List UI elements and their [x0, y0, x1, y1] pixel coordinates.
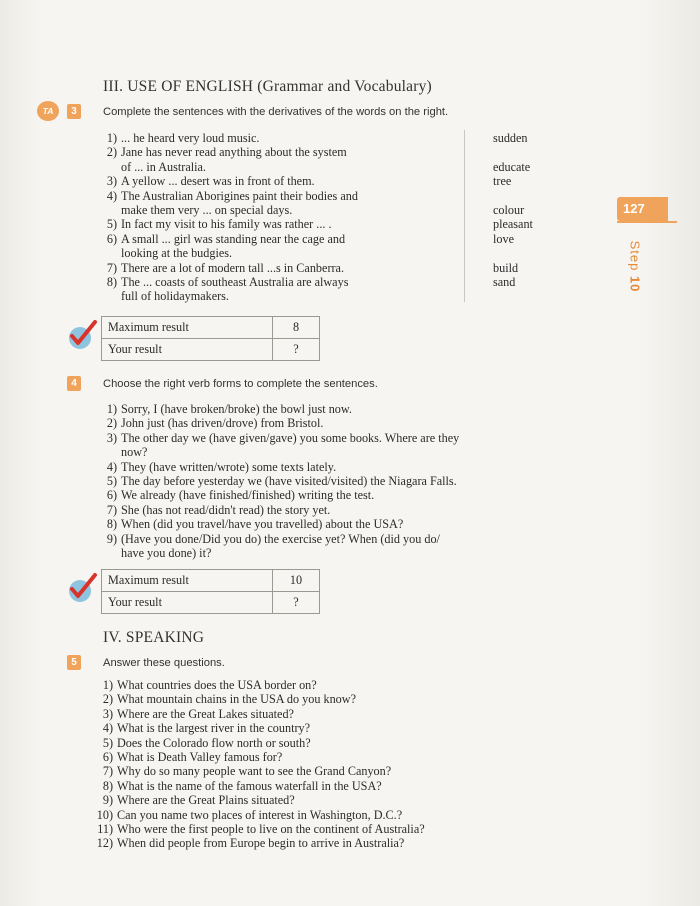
item-number: 7)	[102, 764, 113, 779]
list-item	[96, 707, 294, 721]
page-tab-rule	[617, 221, 677, 223]
exercise-instruction: Complete the sentences with the derivatives of the words on the right.	[103, 106, 449, 118]
list-item	[100, 145, 347, 159]
item-text: looking at the budgies.	[121, 246, 233, 261]
item-number: 9)	[106, 531, 117, 546]
item-text: make them very ... on special days.	[121, 203, 293, 217]
item-number: 1)	[106, 402, 117, 416]
root-word: sand	[493, 275, 516, 289]
item-text: ... he heard very loud music.	[121, 131, 260, 145]
root-word: educate	[493, 159, 531, 174]
exercise-number-badge: 3	[67, 104, 81, 119]
max-result-value: 8	[273, 317, 320, 339]
exercise-instruction: Choose the right verb forms to complete the sentences.	[103, 378, 378, 390]
item-number: 12)	[96, 836, 113, 851]
list-item	[100, 174, 315, 188]
item-text: Jane has never read anything about the system	[121, 145, 347, 160]
item-number: 8)	[106, 517, 117, 532]
list-item	[96, 779, 382, 793]
list-item	[100, 460, 336, 474]
list-item	[100, 246, 232, 260]
item-number: 10)	[96, 807, 113, 822]
item-number: 5)	[106, 474, 117, 488]
list-item	[100, 131, 259, 145]
item-number: 2)	[106, 416, 117, 431]
list-item	[100, 431, 459, 445]
list-item	[96, 836, 404, 850]
max-result-label: Maximum result	[102, 317, 273, 339]
item-text: What mountain chains in the USA do you know?	[117, 692, 356, 707]
item-text: Who were the first people to live on the continent of Australia?	[117, 822, 425, 836]
item-text: What is Death Valley famous for?	[117, 750, 283, 764]
item-text: Where are the Great Lakes situated?	[117, 706, 294, 721]
list-item	[96, 750, 282, 764]
item-text: John just (has driven/drove) from Bristol.	[121, 416, 324, 431]
step-label	[627, 229, 651, 309]
list-item	[100, 160, 206, 174]
list-item	[100, 416, 323, 430]
item-number: 4)	[106, 459, 117, 474]
list-item	[100, 189, 358, 203]
ta-badge: TA	[37, 101, 59, 121]
max-result-label: Maximum result	[102, 570, 273, 592]
list-item	[96, 764, 391, 778]
item-number: 11)	[97, 822, 113, 836]
list-item	[100, 275, 348, 289]
list-item	[100, 445, 147, 459]
list-item	[100, 517, 403, 531]
item-text: In fact my visit to his family was rather ... .	[121, 217, 332, 232]
list-item	[100, 402, 352, 416]
item-number: 2)	[102, 692, 113, 707]
exercise-number-badge: 4	[67, 376, 81, 391]
item-number: 7)	[106, 260, 117, 275]
root-word: tree	[493, 174, 512, 189]
item-text: They (have written/wrote) some texts lately.	[121, 459, 337, 474]
item-number: 8)	[102, 778, 113, 793]
item-text: What is the name of the famous waterfall in the USA?	[117, 778, 382, 793]
item-number: 5)	[102, 735, 113, 750]
item-text: (Have you done/Did you do) the exercise yet? When (did you do/	[121, 531, 440, 546]
item-text: What countries does the USA border on?	[117, 678, 317, 692]
your-result-value[interactable]: ?	[273, 592, 320, 614]
column-divider	[464, 130, 465, 302]
item-number: 5)	[106, 217, 117, 232]
your-result-label: Your result	[102, 339, 273, 361]
item-number: 3)	[102, 706, 113, 721]
item-number: 3)	[106, 174, 117, 189]
list-item	[100, 532, 440, 546]
item-text: A small ... girl was standing near the cage and	[121, 231, 346, 246]
item-text: The other day we (have given/gave) you some books. Where are they	[121, 430, 460, 445]
item-text: The day before yesterday we (have visited/visited) the Niagara Falls.	[121, 474, 457, 488]
list-item	[100, 217, 332, 231]
section-heading-use-of-english: III. USE OF ENGLISH (Grammar and Vocabulary)	[103, 78, 432, 95]
result-table	[101, 316, 320, 361]
root-word: build	[493, 260, 519, 275]
item-number: 7)	[106, 502, 117, 517]
list-item	[100, 474, 457, 488]
root-word: colour	[493, 203, 525, 217]
item-number: 9)	[102, 793, 113, 808]
item-number: 6)	[106, 231, 117, 246]
list-item	[100, 488, 374, 502]
item-text: We already (have finished/finished) writing the test.	[121, 488, 375, 503]
item-number: 1)	[106, 131, 117, 145]
list-item	[96, 793, 295, 807]
item-number: 8)	[106, 275, 117, 289]
item-number: 4)	[102, 721, 113, 736]
item-number: 1)	[102, 678, 113, 692]
item-number: 6)	[106, 488, 117, 503]
item-text: Why do so many people want to see the Grand Canyon?	[117, 764, 392, 779]
section-heading-speaking: IV. SPEAKING	[103, 629, 205, 646]
list-item	[96, 721, 310, 735]
list-item	[100, 261, 344, 275]
your-result-label: Your result	[102, 592, 273, 614]
list-item	[100, 289, 229, 303]
list-item	[100, 503, 330, 517]
item-text: When did people from Europe begin to arrive in Australia?	[117, 836, 405, 851]
item-text: Where are the Great Plains situated?	[117, 793, 295, 808]
list-item	[100, 546, 211, 560]
item-text: When (did you travel/have you travelled) about the USA?	[121, 517, 404, 532]
item-text: Can you name two places of interest in Washington, D.C.?	[117, 807, 403, 822]
list-item	[100, 203, 292, 217]
item-text: What is the largest river in the country?	[117, 721, 311, 736]
exercise-number-badge: 5	[67, 655, 81, 670]
item-text: The Australian Aborigines paint their bodies and	[121, 188, 358, 203]
page-number: 127	[617, 197, 668, 221]
list-item	[96, 678, 317, 692]
item-text: Sorry, I (have broken/broke) the bowl just now.	[121, 402, 352, 416]
item-number: 4)	[106, 188, 117, 203]
item-text: full of holidaymakers.	[121, 289, 229, 304]
root-word: sudden	[493, 131, 528, 145]
item-text: have you done) it?	[121, 546, 212, 560]
list-item	[96, 808, 402, 822]
item-text: There are a lot of modern tall ...s in Canberra.	[121, 260, 345, 275]
item-text: She (has not read/didn't read) the story yet.	[121, 502, 331, 517]
step-word: Step	[627, 240, 643, 272]
result-table	[101, 569, 320, 614]
item-text: Does the Colorado flow north or south?	[117, 735, 311, 750]
your-result-value[interactable]: ?	[273, 339, 320, 361]
root-word: love	[493, 231, 514, 246]
list-item	[100, 232, 345, 246]
max-result-value: 10	[273, 570, 320, 592]
list-item	[96, 736, 311, 750]
item-number: 2)	[106, 145, 117, 160]
step-number: 10	[627, 275, 643, 293]
item-text: A yellow ... desert was in front of them.	[121, 174, 315, 189]
item-number: 6)	[102, 750, 113, 764]
list-item	[96, 822, 425, 836]
root-word: pleasant	[493, 217, 533, 232]
exercise-instruction: Answer these questions.	[103, 657, 225, 669]
item-text: The ... coasts of southeast Australia are always	[121, 275, 349, 289]
list-item	[96, 692, 356, 706]
item-text: now?	[121, 445, 148, 460]
checkmark-icon	[65, 569, 101, 605]
item-number: 3)	[106, 430, 117, 445]
item-text: of ... in Australia.	[121, 159, 206, 174]
checkmark-icon	[65, 316, 101, 352]
